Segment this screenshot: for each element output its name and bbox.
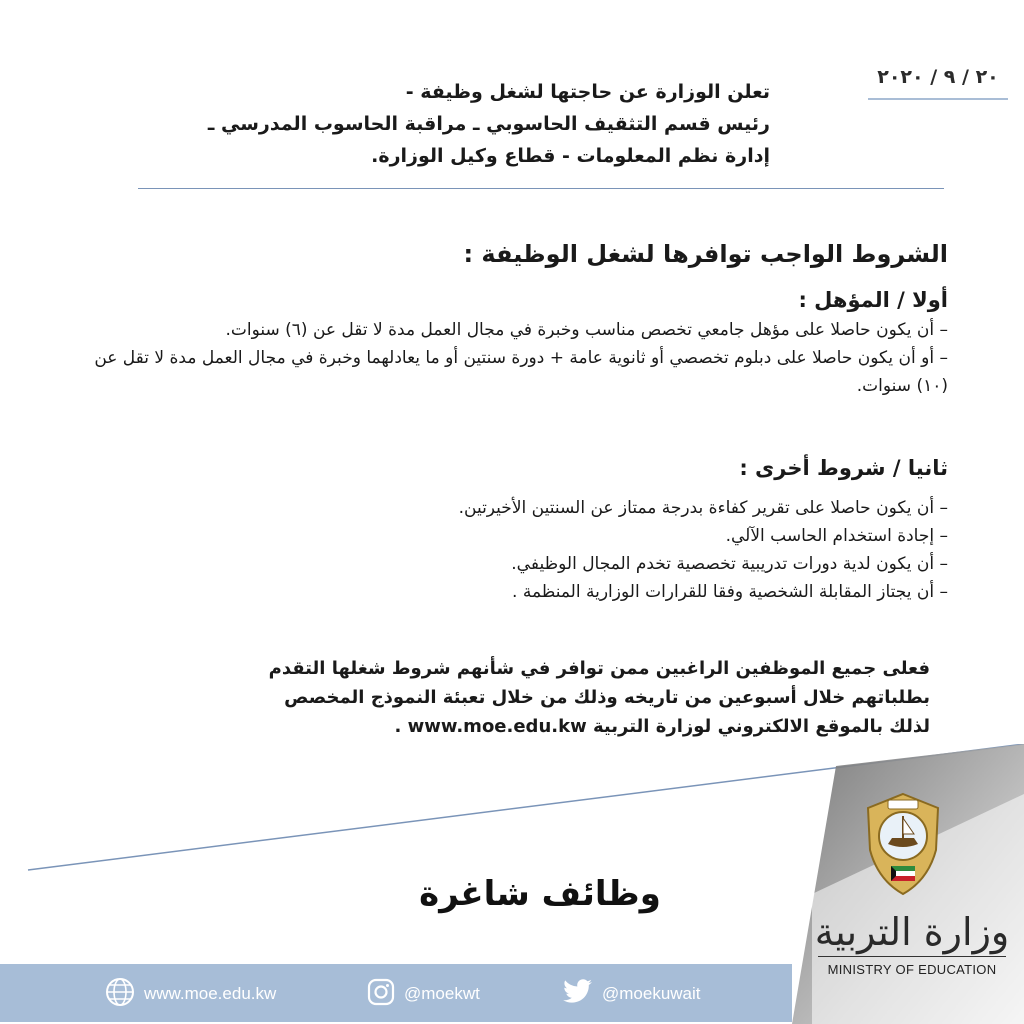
other-conditions-list bbox=[80, 494, 948, 606]
instagram-text: @moekwt bbox=[404, 984, 480, 1003]
condition-item: – أن يكون لدية دورات تدريبية تخصصية تخدم المجال الوظيفي. bbox=[511, 554, 948, 574]
conditions-title: الشروط الواجب توافرها لشغل الوظيفة : bbox=[463, 240, 948, 268]
vacancies-title: وظائف شاغرة bbox=[419, 874, 661, 914]
ministry-divider bbox=[818, 956, 1006, 957]
qualification-item: – أن يكون حاصلا على مؤهل جامعي تخصص مناسب وخبرة في مجال العمل مدة لا تقل عن (٦) سنوات. bbox=[225, 320, 948, 340]
qualification-title: أولا / المؤهل : bbox=[798, 288, 948, 312]
qualification-list bbox=[80, 316, 948, 400]
condition-item: – أن يكون حاصلا على تقرير كفاءة بدرجة ممتاز عن السنتين الأخيرتين. bbox=[458, 498, 948, 518]
qualification-item: – أو أن يكون حاصلا على دبلوم تخصصي أو ثانوية عامة + دورة سنتين أو ما يعادلهما وخبرة في مجال العمل مدة لا تقل عن (١٠) سنوات. bbox=[94, 348, 948, 396]
globe-icon bbox=[104, 976, 136, 1013]
announcement-header bbox=[190, 76, 770, 172]
ministry-name-arabic: وزارة التربية bbox=[814, 910, 1010, 954]
closing-line-2: بطلباتهم خلال أسبوعين من تاريخه وذلك من خلال تعبئة النموذج المخصص bbox=[284, 687, 930, 708]
website-text: www.moe.edu.kw bbox=[144, 984, 277, 1003]
condition-item: – إجادة استخدام الحاسب الآلي. bbox=[725, 526, 948, 546]
instagram-icon bbox=[366, 977, 396, 1012]
twitter-bird-icon bbox=[562, 978, 594, 1011]
closing-line-1: فعلى جميع الموظفين الراغبين ممن توافر في شأنهم شروط شغلها التقدم bbox=[268, 658, 930, 679]
header-line-3: إدارة نظم المعلومات - قطاع وكيل الوزارة. bbox=[371, 145, 770, 167]
footer-twitter[interactable] bbox=[562, 976, 701, 1012]
announcement-date: ٢٠ / ٩ / ٢٠٢٠ bbox=[877, 66, 999, 88]
header-line-1: تعلن الوزارة عن حاجتها لشغل وظيفة - bbox=[405, 81, 770, 103]
ministry-name-english: MINISTRY OF EDUCATION bbox=[827, 962, 997, 977]
twitter-text: @moekuwait bbox=[602, 984, 701, 1003]
date-underline bbox=[868, 98, 1008, 100]
closing-paragraph bbox=[150, 654, 930, 741]
condition-item: – أن يجتاز المقابلة الشخصية وفقا للقرارات الوزارية المنظمة . bbox=[512, 582, 948, 602]
footer-instagram[interactable] bbox=[366, 976, 480, 1012]
other-conditions-title: ثانيا / شروط أخرى : bbox=[739, 456, 948, 480]
closing-line-3: لذلك بالموقع الالكتروني لوزارة التربية www.moe.edu.kw . bbox=[394, 716, 930, 737]
header-line-2: رئيس قسم التثقيف الحاسوبي ـ مراقبة الحاسوب المدرسي ـ bbox=[207, 113, 770, 135]
header-divider bbox=[138, 188, 944, 189]
kuwait-emblem-logo bbox=[858, 790, 948, 900]
footer-website[interactable] bbox=[104, 976, 276, 1012]
